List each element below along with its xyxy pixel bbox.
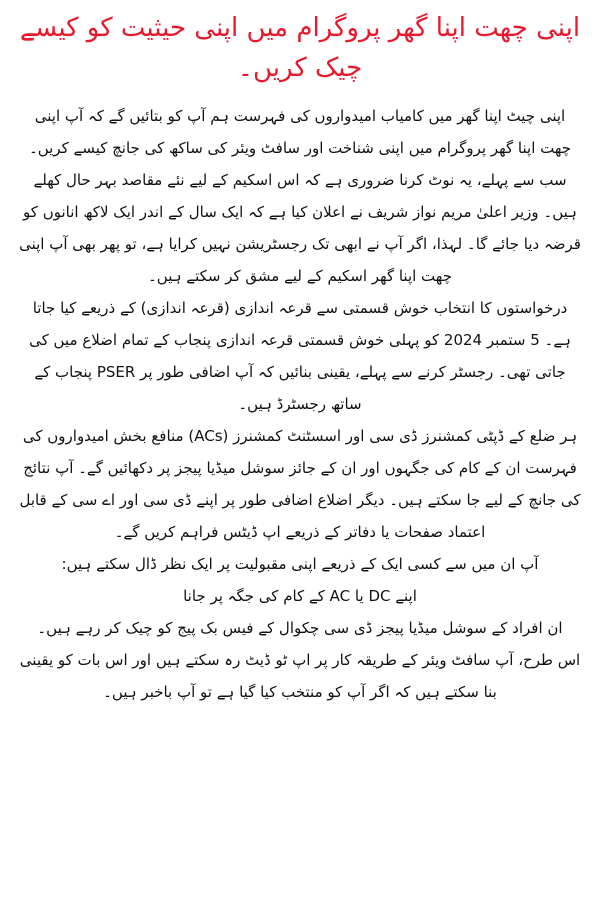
paragraph-lucky-draw: درخواستوں کا انتخاب خوش قسمتی سے قرعہ اندازی (قرعہ اندازی) کے ذریعے کیا جاتا ہے۔ 5 ستمبر 2024 کو پہلی خوش قسمتی قرعہ اندازی پنجاب کے تمام اضلاع میں کی جاتی تھی۔ رجسٹر کرنے سے پہلے، یقینی بنائیں کہ آپ اضافی طور پر PSER پنجاب کے ساتھ رجسٹرڈ ہیں۔	[29, 299, 571, 413]
paragraph-way-social: ان افراد کے سوشل میڈیا پیجز ڈی سی چکوال کے فیس بک پیج کو چیک کر رہے ہیں۔	[37, 619, 563, 637]
paragraph-commissioners: ہر ضلع کے ڈپٹی کمشنرز ڈی سی اور اسسٹنٹ کمشنرز (ACs) منافع بخش امیدواروں کی فہرست ان کے کام کی جگہوں اور ان کے جائز سوشل میڈیا پیجز پر دکھائیں گے۔ آپ نتائج کی جانچ کے لیے جا سکتے ہیں۔ دیگر اضلاع اضافی طور پر اپنے ڈی سی اور اے سی کے قابل اعتماد صفحات یا دفاتر کے ذریعے اپ ڈیٹس فراہم کریں گے۔	[19, 427, 581, 541]
paragraph-ways-intro: آپ ان میں سے کسی ایک کے ذریعے اپنی مقبولیت پر ایک نظر ڈال سکتے ہیں:	[61, 555, 539, 573]
paragraph-intro: اپنی چیٹ اپنا گھر میں کامیاب امیدواروں کی فہرست ہم آپ کو بتائیں گے کہ آپ اپنی چھت اپنا گھر پروگرام میں اپنی شناخت اور سافٹ ویئر کی ساکھ کی جانچ کیسے کریں۔ سب سے پہلے، یہ نوٹ کرنا ضروری ہے کہ اس اسکیم کے لیے نئے مقاصد بہر حال کھلے ہیں۔ وزیر اعلیٰ مریم نواز شریف نے اعلان کیا ہے کہ ایک سال کے اندر ایک لاکھ انانوں کو قرضہ دیا جائے گا۔ لہذا، اگر آپ نے ابھی تک رجسٹریشن نہیں کرایا ہے، تو پھر بھی آپ اپنی چھت اپنا گھر اسکیم کے لیے مشق کر سکتے ہیں۔	[19, 107, 581, 285]
page-title: اپنی چھت اپنا گھر پروگرام میں اپنی حیثیت کو کیسے چیک کریں۔	[19, 13, 581, 83]
paragraph-conclusion: اس طرح، آپ سافٹ ویئر کے طریقہ کار پر اپ ٹو ڈیٹ رہ سکتے ہیں اور اس بات کو یقینی بنا سکتے ہیں کہ اگر آپ کو منتخب کیا گیا ہے تو آپ باخبر ہیں۔	[19, 651, 581, 701]
article-body	[18, 100, 582, 708]
paragraph-way-office: اپنے DC یا AC کے کام کی جگہ پر جانا	[183, 587, 417, 605]
